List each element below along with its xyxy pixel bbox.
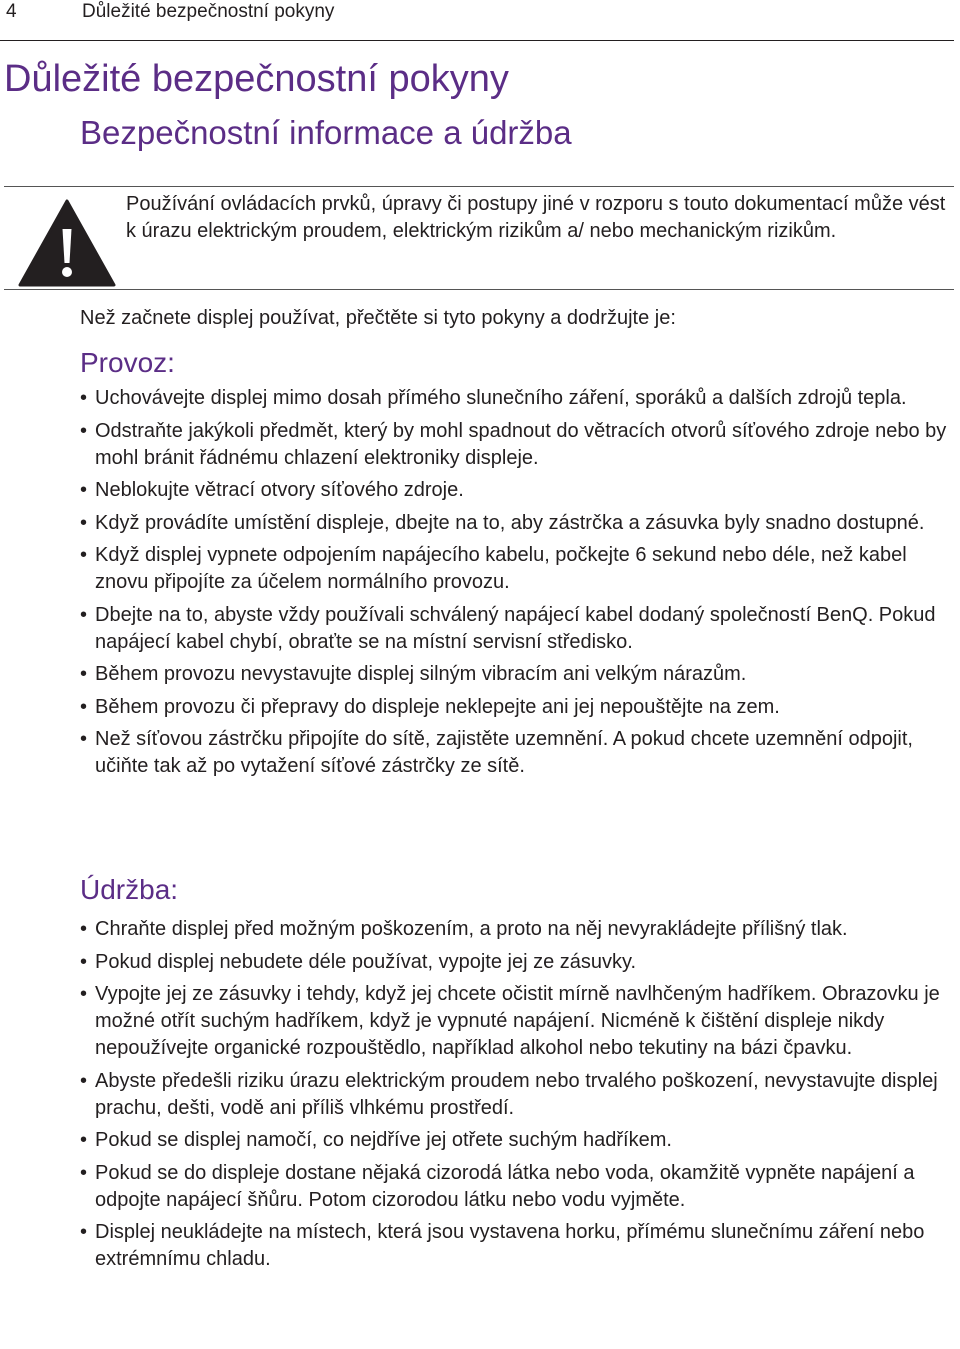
running-title: Důležité bezpečnostní pokyny bbox=[82, 1, 335, 22]
list-item-text: Pokud displej nebudete déle používat, vypojte jej ze zásuvky. bbox=[95, 950, 637, 973]
operation-heading: Provoz: bbox=[80, 347, 175, 378]
bullet-icon: • bbox=[80, 544, 88, 566]
list-item bbox=[80, 602, 950, 656]
list-item-text: Když provádíte umístění displeje, dbejte na to, aby zástrčka a zásuvka byly snadno dostupné. bbox=[95, 511, 925, 534]
list-item-text: Odstraňte jakýkoli předmět, který by mohl spadnout do větracích otvorů síťového zdroje nebo by mohl bránit řádnému chlazení elektroniky displeje. bbox=[95, 419, 947, 469]
list-item-text: Vypojte jej ze zásuvky i tehdy, když jej chcete očistit mírně navlhčeným hadříkem. Obrazovku je možné otřít suchým hadříkem, když je vypnuté napájení. Nicméně k čištění displeje nikdy nepoužívejte organické rozpouštědlo, například alkohol nebo tekutiny na bázi čpavku. bbox=[95, 983, 940, 1059]
list-item-text: Abyste předešli riziku úrazu elektrickým proudem nebo trvalého poškození, nevystavujte displej prachu, dešti, vodě ani příliš vlhkému prostředí. bbox=[95, 1069, 938, 1119]
warning-triangle-icon bbox=[18, 199, 116, 287]
section-title: Bezpečnostní informace a údržba bbox=[80, 114, 572, 151]
list-item bbox=[80, 510, 950, 537]
bullet-icon: • bbox=[80, 511, 88, 534]
list-item bbox=[80, 385, 950, 412]
maintenance-heading: Údržba: bbox=[80, 874, 179, 905]
list-item bbox=[80, 726, 950, 780]
list-item bbox=[80, 981, 950, 1062]
warning-box bbox=[4, 186, 954, 290]
operation-list bbox=[80, 385, 950, 786]
bullet-icon: • bbox=[80, 983, 88, 1005]
list-item bbox=[80, 477, 950, 504]
list-item-text: Během provozu či přepravy do displeje neklepejte ani jej nepouštějte na zem. bbox=[95, 695, 780, 718]
bullet-icon: • bbox=[80, 695, 88, 718]
list-item bbox=[80, 661, 950, 688]
bullet-icon: • bbox=[80, 918, 88, 940]
list-item-text: Uchovávejte displej mimo dosah přímého slunečního záření, sporáků a dalších zdrojů tepla. bbox=[95, 387, 907, 409]
warning-text: Používání ovládacích prvků, úpravy či postupy jiné v rozporu s touto dokumentací může vést k úrazu elektrickým proudem, elektrickým rizikům a/ nebo mechanickým rizikům. bbox=[126, 193, 946, 242]
bullet-icon: • bbox=[80, 1161, 88, 1184]
bullet-icon: • bbox=[80, 387, 88, 409]
bullet-icon: • bbox=[80, 950, 88, 973]
list-item-text: Dbejte na to, abyste vždy používali schválený napájecí kabel dodaný společností BenQ. Pokud napájecí kabel chybí, obraťte se na místní servisní středisko. bbox=[95, 603, 936, 653]
list-item-text: Neblokujte větrací otvory síťového zdroje. bbox=[95, 479, 464, 501]
list-item-text: Během provozu nevystavujte displej silným vibracím ani velkým nárazům. bbox=[95, 663, 747, 685]
list-item-text: Pokud se do displeje dostane nějaká cizorodá látka nebo voda, okamžitě vypněte napájení a odpojte napájecí šňůru. Potom cizorodou látku nebo vodu vyjměte. bbox=[95, 1161, 915, 1211]
bullet-icon: • bbox=[80, 728, 88, 750]
list-item bbox=[80, 1160, 950, 1214]
bullet-icon: • bbox=[80, 1069, 88, 1092]
list-item bbox=[80, 1127, 950, 1154]
page-number: 4 bbox=[6, 1, 17, 22]
list-item-text: Chraňte displej před možným poškozením, a proto na něj nevyrakládejte přílišný tlak. bbox=[95, 918, 848, 940]
bullet-icon: • bbox=[80, 603, 88, 626]
list-item bbox=[80, 916, 950, 943]
list-item bbox=[80, 1219, 950, 1273]
header-rule bbox=[0, 40, 954, 41]
intro-text: Než začnete displej používat, přečtěte si tyto pokyny a dodržujte je: bbox=[80, 307, 676, 329]
bullet-icon: • bbox=[80, 663, 88, 685]
bullet-icon: • bbox=[80, 1221, 88, 1243]
list-item-text: Když displej vypnete odpojením napájecího kabelu, počkejte 6 sekund nebo déle, než kabel znovu připojíte za účelem normálního provozu. bbox=[95, 544, 907, 593]
bullet-icon: • bbox=[80, 1129, 88, 1151]
list-item-text: Displej neukládejte na místech, která jsou vystavena horku, přímému slunečnímu záření nebo extrémnímu chladu. bbox=[95, 1221, 925, 1270]
bullet-icon: • bbox=[80, 479, 88, 501]
list-item bbox=[80, 542, 950, 596]
list-item bbox=[80, 694, 950, 721]
bullet-icon: • bbox=[80, 419, 88, 442]
list-item-text: Pokud se displej namočí, co nejdříve jej otřete suchým hadříkem. bbox=[95, 1129, 672, 1151]
list-item bbox=[80, 418, 950, 472]
maintenance-list bbox=[80, 916, 950, 1279]
list-item bbox=[80, 949, 950, 976]
page-header bbox=[0, 0, 960, 42]
list-item-text: Než síťovou zástrčku připojíte do sítě, zajistěte uzemnění. A pokud chcete uzemnění odpojit, učiňte tak až po vytažení síťové zástrčky ze sítě. bbox=[95, 728, 913, 777]
list-item bbox=[80, 1068, 950, 1122]
chapter-title: Důležité bezpečnostní pokyny bbox=[4, 58, 509, 100]
